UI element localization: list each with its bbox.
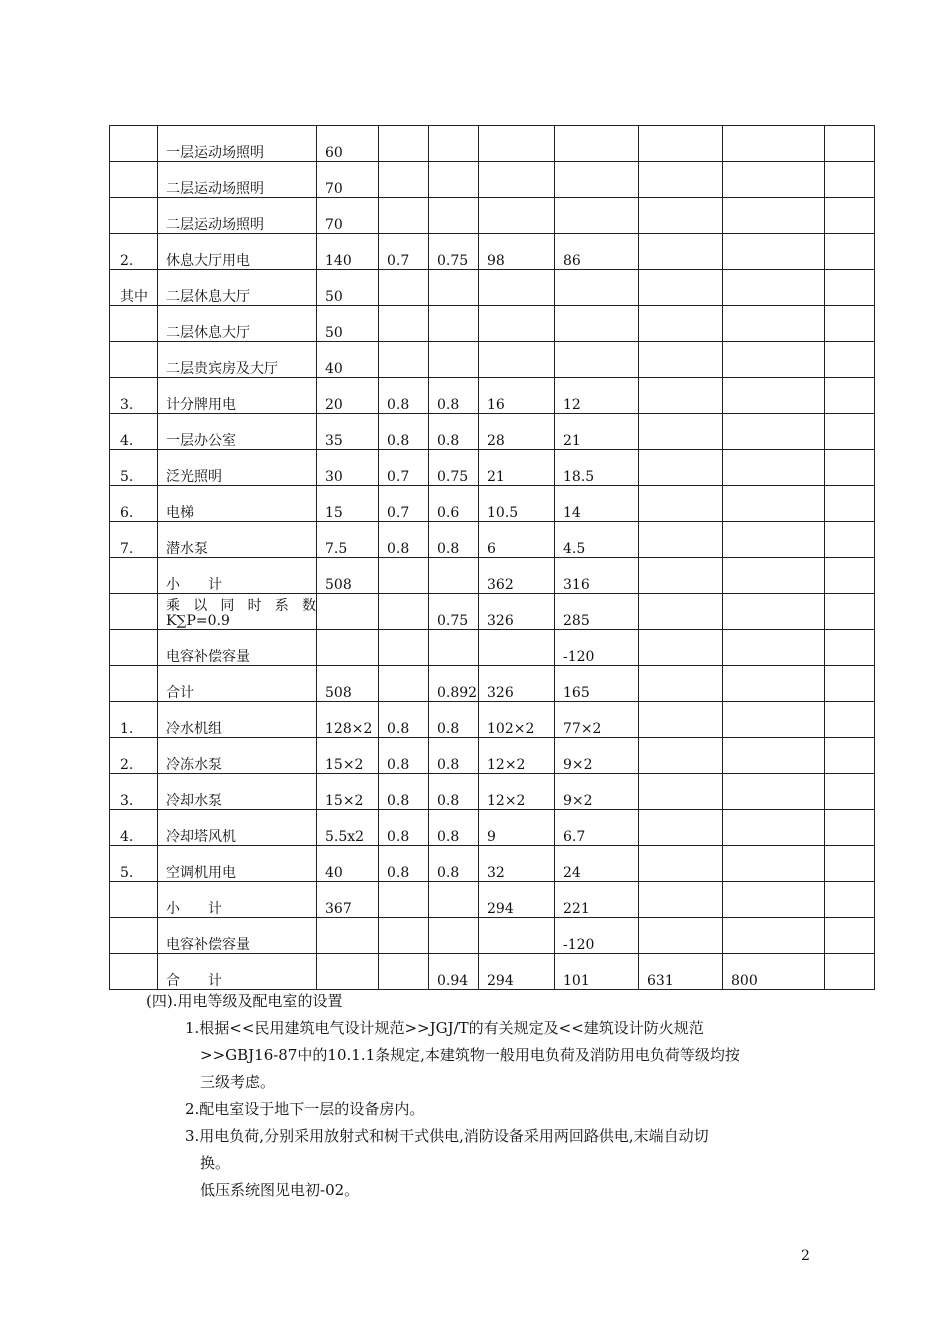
table-cell: [723, 846, 825, 882]
table-cell: -120: [555, 918, 639, 954]
table-cell: [723, 630, 825, 666]
table-cell: 二层休息大厅: [158, 306, 317, 342]
table-cell: [825, 234, 875, 270]
table-cell: 电容补偿容量: [158, 918, 317, 954]
table-cell: [379, 342, 429, 378]
table-cell: [639, 630, 723, 666]
table-cell: [723, 810, 825, 846]
table-cell: 0.75: [429, 450, 479, 486]
table-cell: [110, 594, 158, 630]
table-cell: [723, 270, 825, 306]
table-cell: [723, 450, 825, 486]
table-cell: [639, 774, 723, 810]
table-cell: 二层运动场照明: [158, 162, 317, 198]
table-cell: [723, 594, 825, 630]
table-cell: [639, 162, 723, 198]
table-cell: 10.5: [479, 486, 555, 522]
table-cell: 5.: [110, 450, 158, 486]
table-cell: [555, 342, 639, 378]
table-cell: [555, 126, 639, 162]
table-cell: 40: [317, 846, 379, 882]
load-calculation-table: [109, 125, 875, 990]
table-cell: 508: [317, 558, 379, 594]
table-cell: 0.7: [379, 234, 429, 270]
table-cell: 28: [479, 414, 555, 450]
table-cell: [429, 270, 479, 306]
table-cell: 6.7: [555, 810, 639, 846]
table-cell: 4.: [110, 414, 158, 450]
section-line: 3.用电负荷,分别采用放射式和树干式供电,消防设备采用两回路供电,末端自动切: [185, 1127, 709, 1145]
table-cell: 7.: [110, 522, 158, 558]
table-cell: 休息大厅用电: [158, 234, 317, 270]
table-cell: [723, 522, 825, 558]
section-line: >>GBJ16-87中的10.1.1条规定,本建筑物一般用电负荷及消防用电负荷等级均按: [200, 1046, 740, 1064]
table-cell: [110, 198, 158, 234]
table-cell: 合计: [158, 666, 317, 702]
table-cell: [825, 774, 875, 810]
table-cell: [723, 198, 825, 234]
table-cell: [723, 306, 825, 342]
table-cell: 367: [317, 882, 379, 918]
table-cell: 16: [479, 378, 555, 414]
table-cell: 5.5x2: [317, 810, 379, 846]
table-cell: [639, 378, 723, 414]
table-cell: 0.8: [429, 810, 479, 846]
table-cell: [479, 162, 555, 198]
table-cell: 294: [479, 882, 555, 918]
table-cell: 0.8: [429, 738, 479, 774]
table-cell: [639, 414, 723, 450]
table-cell: 0.892: [429, 666, 479, 702]
table-row: [110, 486, 875, 522]
table-cell: [379, 954, 429, 990]
table-cell: [555, 162, 639, 198]
table-cell: -120: [555, 630, 639, 666]
table-cell: [479, 270, 555, 306]
table-cell: [110, 630, 158, 666]
table-cell: 0.7: [379, 450, 429, 486]
table-cell: [825, 882, 875, 918]
table-cell: [110, 918, 158, 954]
table-cell: 165: [555, 666, 639, 702]
table-cell: 0.8: [379, 378, 429, 414]
table-cell: 潜水泵: [158, 522, 317, 558]
table-cell: [379, 666, 429, 702]
table-cell: 50: [317, 306, 379, 342]
table-cell: 2.: [110, 234, 158, 270]
table-cell: [825, 162, 875, 198]
table-cell: [639, 594, 723, 630]
table-cell: [825, 522, 875, 558]
table-cell: [723, 378, 825, 414]
table-cell: [639, 738, 723, 774]
table-row: [110, 198, 875, 234]
table-cell: [825, 558, 875, 594]
table-cell: [429, 198, 479, 234]
table-cell: 空调机用电: [158, 846, 317, 882]
table-cell: [825, 918, 875, 954]
table-cell: 9×2: [555, 774, 639, 810]
table-cell: [429, 882, 479, 918]
table-cell: [110, 162, 158, 198]
table-cell: 326: [479, 666, 555, 702]
table-cell: [555, 270, 639, 306]
table-row: [110, 594, 875, 630]
table-cell: [110, 342, 158, 378]
table-cell: [723, 342, 825, 378]
table-cell: 合 计: [158, 954, 317, 990]
table-cell: 12: [555, 378, 639, 414]
table-cell: [429, 162, 479, 198]
table-cell: [639, 666, 723, 702]
table-cell: [825, 702, 875, 738]
table-cell: [723, 738, 825, 774]
table-cell: 二层贵宾房及大厅: [158, 342, 317, 378]
table-row: [110, 846, 875, 882]
table-cell: [639, 810, 723, 846]
table-cell: 50: [317, 270, 379, 306]
table-cell: 0.8: [429, 378, 479, 414]
table-cell: [723, 702, 825, 738]
table-row: [110, 306, 875, 342]
table-cell: 3.: [110, 378, 158, 414]
table-cell: [379, 882, 429, 918]
table-cell: [379, 918, 429, 954]
table-cell: 二层运动场照明: [158, 198, 317, 234]
table-cell: [723, 486, 825, 522]
table-cell: 9×2: [555, 738, 639, 774]
table-cell: 316: [555, 558, 639, 594]
table-cell: 冷水机组: [158, 702, 317, 738]
table-cell: 5.: [110, 846, 158, 882]
table-cell: 泛光照明: [158, 450, 317, 486]
table-cell: [110, 558, 158, 594]
table-cell: 18.5: [555, 450, 639, 486]
table-cell: [639, 846, 723, 882]
table-cell: [825, 738, 875, 774]
table-cell: 32: [479, 846, 555, 882]
table-cell: 1.: [110, 702, 158, 738]
table-row: [110, 414, 875, 450]
table-cell: [555, 198, 639, 234]
table-cell: [379, 594, 429, 630]
table-cell: 6.: [110, 486, 158, 522]
table-cell: [110, 306, 158, 342]
table-cell: [379, 162, 429, 198]
table-cell: [639, 918, 723, 954]
table-cell: 计分牌用电: [158, 378, 317, 414]
table-row: [110, 810, 875, 846]
table-cell: [639, 522, 723, 558]
table-row: [110, 738, 875, 774]
table-cell: 0.6: [429, 486, 479, 522]
table-cell: [825, 378, 875, 414]
table-cell: [317, 630, 379, 666]
section-heading: (四).用电等级及配电室的设置: [146, 992, 343, 1010]
table-cell: [429, 558, 479, 594]
table-cell: 小 计: [158, 558, 317, 594]
table-cell: 508: [317, 666, 379, 702]
table-cell: 101: [555, 954, 639, 990]
table-row: [110, 666, 875, 702]
table-cell: 0.75: [429, 594, 479, 630]
table-row: [110, 378, 875, 414]
table-cell: 221: [555, 882, 639, 918]
table-row: [110, 558, 875, 594]
table-cell: [825, 126, 875, 162]
table-cell: 0.8: [379, 738, 429, 774]
table-cell: 40: [317, 342, 379, 378]
table-cell: [825, 666, 875, 702]
table-row: [110, 630, 875, 666]
table-cell: [723, 162, 825, 198]
table-cell: [429, 630, 479, 666]
table-cell: [825, 342, 875, 378]
table-cell: 0.75: [429, 234, 479, 270]
table-cell: 362: [479, 558, 555, 594]
table-cell: [110, 126, 158, 162]
table-cell: 35: [317, 414, 379, 450]
table-cell: 一层办公室: [158, 414, 317, 450]
table-cell: 冷冻水泵: [158, 738, 317, 774]
table-cell: [639, 342, 723, 378]
table-row: [110, 162, 875, 198]
table-row: [110, 126, 875, 162]
table-cell: [825, 198, 875, 234]
table-cell: [317, 594, 379, 630]
table-cell: [723, 774, 825, 810]
table-cell: 一层运动场照明: [158, 126, 317, 162]
table-cell: 4.5: [555, 522, 639, 558]
table-cell: [723, 126, 825, 162]
table-cell: 小 计: [158, 882, 317, 918]
table-cell: 77×2: [555, 702, 639, 738]
table-cell: 0.8: [379, 810, 429, 846]
table-row: [110, 702, 875, 738]
table-cell: [825, 630, 875, 666]
table-cell: 15×2: [317, 774, 379, 810]
table-cell: [639, 306, 723, 342]
section-line: 低压系统图见电初-02。: [200, 1181, 360, 1199]
table-cell: 0.7: [379, 486, 429, 522]
table-cell: [379, 306, 429, 342]
table-cell: [639, 702, 723, 738]
table-cell: 60: [317, 126, 379, 162]
table-cell: [825, 954, 875, 990]
table-cell: 631: [639, 954, 723, 990]
table-cell: 9: [479, 810, 555, 846]
table-cell: 电容补偿容量: [158, 630, 317, 666]
table-row: [110, 450, 875, 486]
table-cell: 15: [317, 486, 379, 522]
table-cell: 326: [479, 594, 555, 630]
table-row: [110, 954, 875, 990]
table-cell: 800: [723, 954, 825, 990]
table-cell: 98: [479, 234, 555, 270]
table-cell: 285: [555, 594, 639, 630]
table-cell: 0.8: [429, 774, 479, 810]
table-cell: 0.8: [379, 702, 429, 738]
table-cell: [429, 342, 479, 378]
table-cell: 二层休息大厅: [158, 270, 317, 306]
table-cell: [723, 882, 825, 918]
table-cell: 14: [555, 486, 639, 522]
table-row: [110, 774, 875, 810]
table-cell: [429, 918, 479, 954]
table-cell: [479, 918, 555, 954]
page-number: 2: [801, 1248, 810, 1264]
table-cell: [639, 198, 723, 234]
table-cell: [639, 126, 723, 162]
table-cell: [555, 306, 639, 342]
table-cell: 21: [555, 414, 639, 450]
table-cell: [479, 306, 555, 342]
table-cell: [110, 666, 158, 702]
table-cell: 7.5: [317, 522, 379, 558]
table-cell: [825, 486, 875, 522]
table-cell: 4.: [110, 810, 158, 846]
table-cell: 21: [479, 450, 555, 486]
table-cell: 128×2: [317, 702, 379, 738]
table-cell: [429, 306, 479, 342]
table-cell: 0.8: [379, 774, 429, 810]
table-cell: 其中: [110, 270, 158, 306]
table-cell: 0.8: [429, 702, 479, 738]
table-cell: [639, 882, 723, 918]
table-cell: [639, 270, 723, 306]
table-cell: 24: [555, 846, 639, 882]
table-cell: [825, 846, 875, 882]
table-cell: [379, 630, 429, 666]
table-cell: 0.8: [379, 522, 429, 558]
table-cell: [479, 342, 555, 378]
table-cell: [639, 558, 723, 594]
table-row: [110, 342, 875, 378]
table-cell: 15×2: [317, 738, 379, 774]
table-cell: 294: [479, 954, 555, 990]
table-cell: [317, 918, 379, 954]
table-row: [110, 522, 875, 558]
table-cell: [379, 198, 429, 234]
table-cell: 冷却塔风机: [158, 810, 317, 846]
section-line: 三级考虑。: [200, 1073, 276, 1091]
table-cell: [825, 594, 875, 630]
table-cell: 电梯: [158, 486, 317, 522]
table-cell: 冷却水泵: [158, 774, 317, 810]
table-row: [110, 882, 875, 918]
table-cell: [639, 450, 723, 486]
table-cell: [723, 666, 825, 702]
table-cell: 0.8: [429, 414, 479, 450]
table-cell: [479, 126, 555, 162]
table-cell: 0.8: [379, 414, 429, 450]
table-row: [110, 270, 875, 306]
table-cell: [379, 270, 429, 306]
table-cell: [110, 954, 158, 990]
table-cell: 3.: [110, 774, 158, 810]
table-cell: 0.8: [379, 846, 429, 882]
table-cell: 30: [317, 450, 379, 486]
table-row: [110, 918, 875, 954]
table-cell: [825, 450, 875, 486]
table-cell: [825, 306, 875, 342]
table-row: [110, 234, 875, 270]
table-cell: [825, 270, 875, 306]
table-cell: 12×2: [479, 774, 555, 810]
table-cell: [479, 630, 555, 666]
section-line: 换。: [200, 1154, 231, 1172]
table-cell: [723, 918, 825, 954]
table-cell: [723, 558, 825, 594]
table-cell: [379, 558, 429, 594]
table-cell: [429, 126, 479, 162]
table-cell: 70: [317, 162, 379, 198]
table-cell: 2.: [110, 738, 158, 774]
table-cell: 0.8: [429, 846, 479, 882]
table-cell: 12×2: [479, 738, 555, 774]
table-cell: [479, 198, 555, 234]
table-cell: [723, 234, 825, 270]
table-cell: 102×2: [479, 702, 555, 738]
table-cell: [317, 954, 379, 990]
table-cell: [639, 486, 723, 522]
table-cell: [379, 126, 429, 162]
table-cell: [639, 234, 723, 270]
table-cell: 70: [317, 198, 379, 234]
table-cell: [825, 414, 875, 450]
table-cell: 乘 以 同 时 系 数 K∑P=0.9: [158, 594, 317, 630]
table-cell: [825, 810, 875, 846]
table-cell: 140: [317, 234, 379, 270]
table-cell: [723, 414, 825, 450]
section-line: 2.配电室设于地下一层的设备房内。: [185, 1100, 425, 1118]
table-cell: 0.8: [429, 522, 479, 558]
table-cell: [110, 882, 158, 918]
table-cell: 0.94: [429, 954, 479, 990]
table-cell: 86: [555, 234, 639, 270]
table-cell: 20: [317, 378, 379, 414]
table-cell: 6: [479, 522, 555, 558]
section-line: 1.根据<<民用建筑电气设计规范>>JGJ/T的有关规定及<<建筑设计防火规范: [185, 1019, 704, 1037]
